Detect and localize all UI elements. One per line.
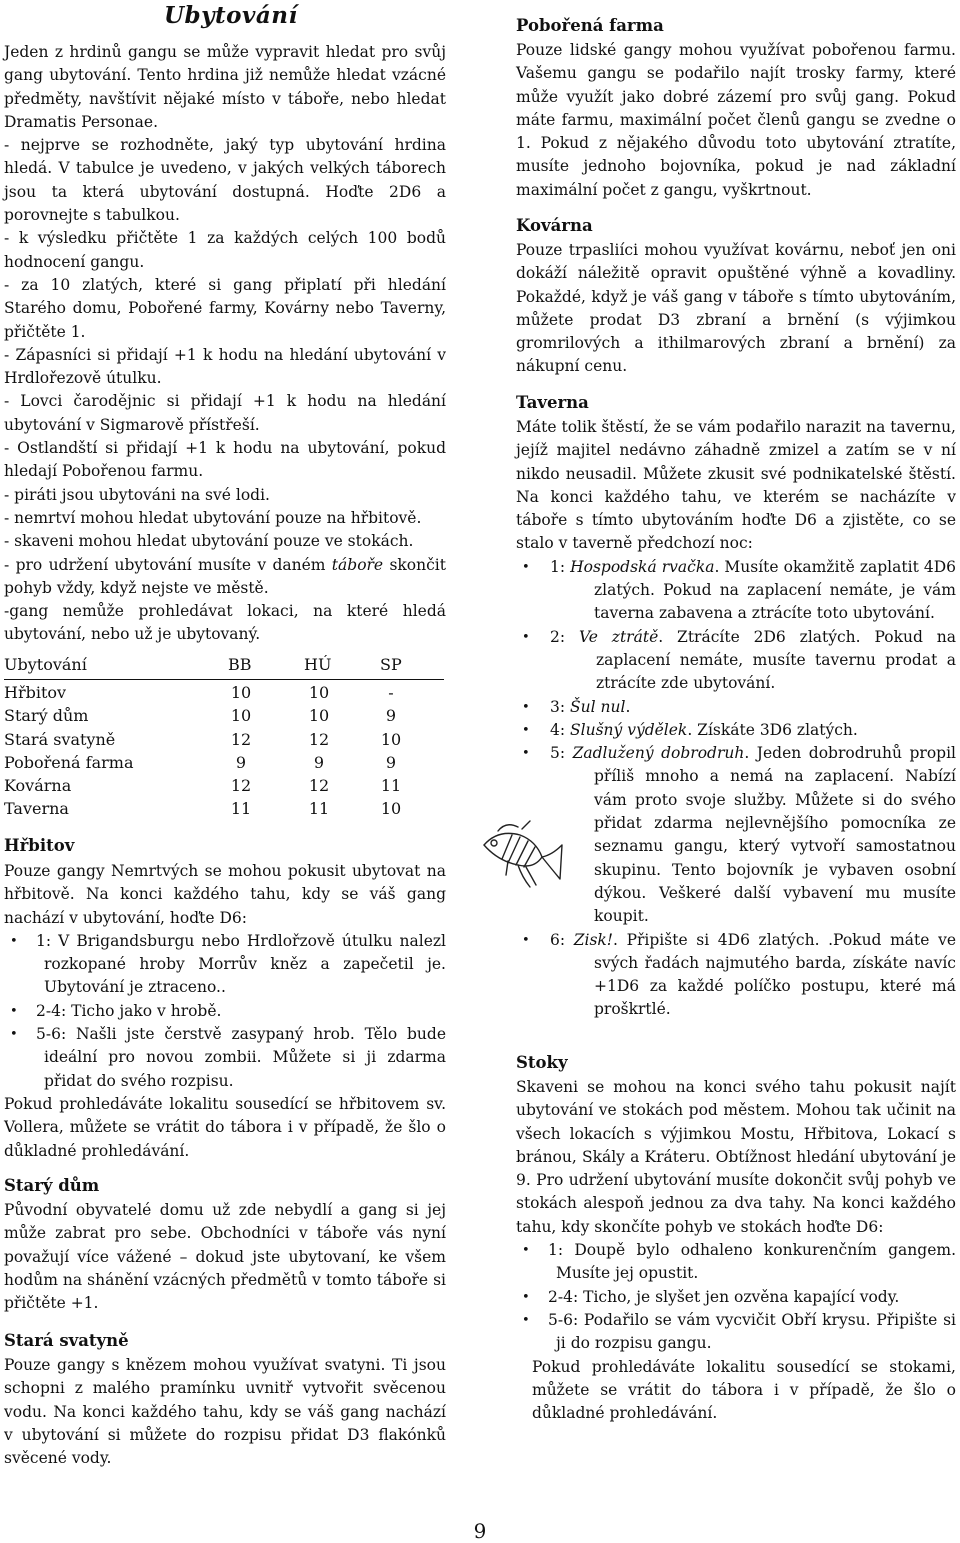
- intro-paragraph: Jeden z hrdinů gangu se může vypravit hledat pro svůj gang ubytování. Tento hrdina již nemůže hledat vzácné předměty, navštívit nějaké místo v táboře, nebo hledat Dramatis Personae.: [4, 43, 446, 131]
- section-heading-farma: Pobořená farma: [516, 16, 664, 35]
- table-cell: 11: [230, 799, 252, 819]
- section-text: Pouze lidské gangy mohou využívat pobořenou farmu. Vašemu gangu se podařilo najít trosky farmy, které může využít jako dobré zázemí pro svůj gang. Pokud máte farmu, maximální počet členů gangu se zvedne o 1. Pokud z nějakého důvodu toto ubytování ztratíte, musíte jednoho bojovníka, pokud je nad základní maximální počet z gangu, vyškrtnout.: [516, 41, 956, 199]
- table-row: [4, 753, 444, 776]
- accommodation-table: [4, 655, 444, 823]
- list-item: • 2-4: Ticho jako v hrobě.: [4, 1000, 446, 1023]
- table-cell: 12: [230, 776, 252, 796]
- table-cell: Stará svatyně: [4, 729, 116, 749]
- section-stara-svatyne: [4, 1354, 446, 1470]
- intro-paragraph: - nemrtví mohou hledat ubytování pouze na hřbitově.: [4, 508, 422, 527]
- section-text: Původní obyvatelé domu už zde nebydlí a gang si jej může zabrat pro sebe. Obchodníci v táboře vás nyní považují více vážené – dokud jste ubytovaní, ke všem hodům na shánění vzácných předmětů v tomto táboře si přičtěte +1.: [4, 1201, 446, 1313]
- list-item: • 6: Zisk!. Připište si 4D6 zlatých. .Pokud máte ve svých řadách najmutého barda, získáte navíc +1D6 za každé políčko postupu, které má proškrtlé.: [516, 929, 956, 1022]
- page-title: Ubytování: [164, 2, 298, 29]
- section-text: Máte tolik štěstí, že se vám podařilo narazit na tavernu, jejíž majitel nedávno záhadně zmizel a zatím se v ní nikdo neusadil. Můžete zkusit své podnikatelské štěstí. Na konci každého tahu, ve kterém se nacházíte v táboře s tímto ubytováním hoďte D6 a zjistěte, co se stalo v taverně předchozí noc:: [516, 418, 956, 553]
- intro-paragraph: - nejprve se rozhodněte, jaký typ ubytování hrdina hledá. V tabulce je uvedeno, v jakých velkých táborech jsou ta která ubytování dostupná. Hoďte 2D6 a porovnejte s tabulkou.: [4, 136, 446, 225]
- list-item: • 4: Slušný výdělek. Získáte 3D6 zlatých.: [516, 719, 956, 742]
- table-cell: -: [388, 683, 394, 702]
- section-text: Skaveni se mohou na konci svého tahu pokusit najít ubytování ve stokách pod městem. Mohou tak učinit na všech lokacích s výjimkou Mostu, Hřbitova, Lokací s bránou, Skály a Kráteru. Obtížnost hledání ubytování je 9. Pro udržení ubytování musíte dokončit svůj pohyb ve stokách alespoň jednou za dva tahy. Na konci každého tahu, kdy skončíte pohyb ve stokách hoďte D6:: [516, 1078, 956, 1236]
- intro-text: [4, 41, 446, 647]
- list-item: • 2-4: Ticho, je slyšet jen ozvěna kapající vody.: [516, 1286, 956, 1309]
- table-header-cell: SP: [380, 655, 402, 674]
- section-heading-stary-dum: Starý dům: [4, 1176, 100, 1195]
- table-row: [4, 706, 444, 729]
- roll-list: [516, 556, 956, 1022]
- intro-paragraph: [4, 554, 446, 601]
- table-cell: 9: [385, 706, 397, 726]
- intro-paragraph: - piráti jsou ubytováni na své lodi.: [4, 485, 270, 504]
- table-header-cell: HÚ: [304, 655, 332, 674]
- intro-last-b: skončit pohyb vždy, když nejste ve městě.: [4, 555, 446, 597]
- table-cell: 10: [230, 706, 252, 726]
- table-cell: 9: [385, 752, 397, 772]
- section-taverna: [516, 416, 956, 1022]
- section-text: Pouze gangy s knězem mohou využívat svatyni. Ti jsou schopni z malého pramínku uvnitř vytvořit svěcenou vodu. Na konci každého tahu, kdy se váš gang nachází v ubytování si můžete do rozpisu přidat D3 flakónků svěcené vody.: [4, 1356, 446, 1468]
- table-cell: Pobořená farma: [4, 752, 134, 772]
- section-hrbitov: [4, 860, 446, 1163]
- intro-paragraph: - Ostlandští si přidají +1 k hodu na ubytování, pokud hledají Pobořenou farmu.: [4, 439, 446, 481]
- table-cell: 10: [308, 683, 330, 702]
- table-row: [4, 799, 444, 822]
- roll-list: [516, 1239, 956, 1355]
- table-cell: 10: [230, 683, 252, 702]
- list-item: • 1: Hospodská rvačka. Musíte okamžitě zaplatit 4D6 zlatých. Pokud na zaplacení nemáte, je vám taverna zabavena a ztrácíte toto ubytování.: [516, 556, 956, 626]
- table-row: [4, 730, 444, 753]
- section-heading-stara-svatyne: Stará svatyně: [4, 1331, 129, 1350]
- intro-paragraph: - Lovci čarodějnic si přidají +1 k hodu na hledání ubytování v Sigmarově přístřeší.: [4, 392, 446, 434]
- intro-paragraph: - Zápasníci si přidají +1 k hodu na hledání ubytování v Hrdlořezově útulku.: [4, 345, 446, 388]
- section-text: Pouze trpasliíci mohou využívat kovárnu, neboť jen oni dokáží náležitě opravit opuštěné výhně a kovadliny. Pokaždé, když je váš gang v táboře s tímto ubytováním, můžete prodat D3 zbraní a brnění (s výjimkou gromrilových a ithilmarových zbraní a brnění) za nákupní cenu.: [516, 241, 956, 376]
- page-number: 9: [473, 1519, 487, 1543]
- list-item: • 1: V Brigandsburgu nebo Hrdlořzově útulku nalezl rozkopané hroby Morrův kněz a zapečetil je. Ubytování je ztraceno..: [4, 930, 446, 1000]
- table-cell: 11: [380, 776, 402, 796]
- table-header: [4, 655, 444, 680]
- table-cell: 10: [380, 799, 402, 819]
- section-text: Pokud prohledáváte lokalitu sousedící se stokami, můžete se vrátit do tábora i v případě, že šlo o důkladné prohledávání.: [532, 1357, 956, 1423]
- section-stary-dum: [4, 1199, 446, 1315]
- table-cell: 12: [308, 729, 330, 749]
- table-row: [4, 776, 444, 799]
- roll-list: [4, 930, 446, 1093]
- section-heading-stoky: Stoky: [516, 1053, 568, 1072]
- table-cell: Kovárna: [4, 776, 72, 796]
- section-text: Pouze gangy Nemrtvých se mohou pokusit ubytovat na hřbitově. Na konci každého tahu, kdy se váš gang nachází v ubytování, hoďte D6:: [4, 862, 446, 927]
- list-item: • 5-6: Podařilo se vám vycvičit Obří krysu. Připište si ji do rozpisu gangu.: [516, 1309, 956, 1356]
- table-cell: 12: [230, 729, 252, 749]
- section-text: Pokud prohledáváte lokalitu sousedící se hřbitovem sv. Vollera, můžete se vrátit do tábora i v případě, že šlo o důkladné prohledávání.: [4, 1094, 446, 1160]
- table-header-cell: BB: [228, 655, 252, 674]
- table-cell: 9: [235, 752, 247, 772]
- table-cell: 10: [380, 729, 402, 749]
- list-item: • 5: Zadlužený dobrodruh. Jeden dobrodruhů propil příliš mnoho a nemá na zaplacení. Nabízí vám proto svoje služby. Můžete si do svého přidat zdarma nejlevnějšího pomocníka ze seznamu gangu, který vytvoří samostatnou skupinu. Tento bojovník je vybaven osobní dýkou. Veškeré další vybavení mu musíte koupit.: [516, 742, 956, 928]
- list-item: • 5-6: Našli jste čerstvě zasypaný hrob. Tělo bude ideální pro novou zombii. Můžete si ji zdarma přidat do svého rozpisu.: [4, 1023, 446, 1093]
- intro-paragraph: - za 10 zlatých, které si gang připlatí při hledání Starého domu, Pobořené farmy, Kovárny nebo Taverny, přičtěte 1.: [4, 275, 446, 341]
- table-cell: 12: [308, 776, 330, 796]
- intro-paragraph: - skaveni mohou hledat ubytování pouze ve stokách.: [4, 532, 414, 551]
- section-heading-hrbitov: Hřbitov: [4, 836, 75, 855]
- section-heading-kovarna: Kovárna: [516, 216, 593, 235]
- table-cell: Starý dům: [4, 706, 89, 726]
- table-row: [4, 683, 444, 706]
- fish-skeleton-icon: [478, 815, 568, 895]
- table-cell: 11: [308, 799, 330, 819]
- section-farma: [516, 39, 956, 202]
- list-item: • 3: Šul nul.: [516, 696, 956, 719]
- table-cell: 9: [313, 752, 325, 772]
- list-item: • 1: Doupě bylo odhaleno konkurenčním gangem. Musíte jej opustit.: [516, 1239, 956, 1286]
- section-kovarna: [516, 239, 956, 379]
- intro-last-a: - pro udržení ubytování musíte v daném: [4, 555, 332, 574]
- table-cell: 10: [308, 706, 330, 726]
- section-stoky: [516, 1076, 956, 1425]
- intro-paragraph: -gang nemůže prohledávat lokaci, na které hledá ubytování, nebo už je ubytovaný.: [4, 602, 446, 644]
- intro-paragraph: - k výsledku přičtěte 1 za každých celých 100 bodů hodnocení gangu.: [4, 229, 446, 271]
- table-header-cell: Ubytování: [4, 655, 87, 674]
- table-cell: Hřbitov: [4, 683, 67, 702]
- section-heading-taverna: Taverna: [516, 393, 589, 412]
- table-cell: Taverna: [4, 799, 69, 819]
- intro-last-italic: táboře: [331, 555, 384, 574]
- list-item: • 2: Ve ztrátě. Ztrácíte 2D6 zlatých. Pokud na zaplacení nemáte, musíte tavernu prodat a ztrácíte zde ubytování.: [516, 626, 956, 696]
